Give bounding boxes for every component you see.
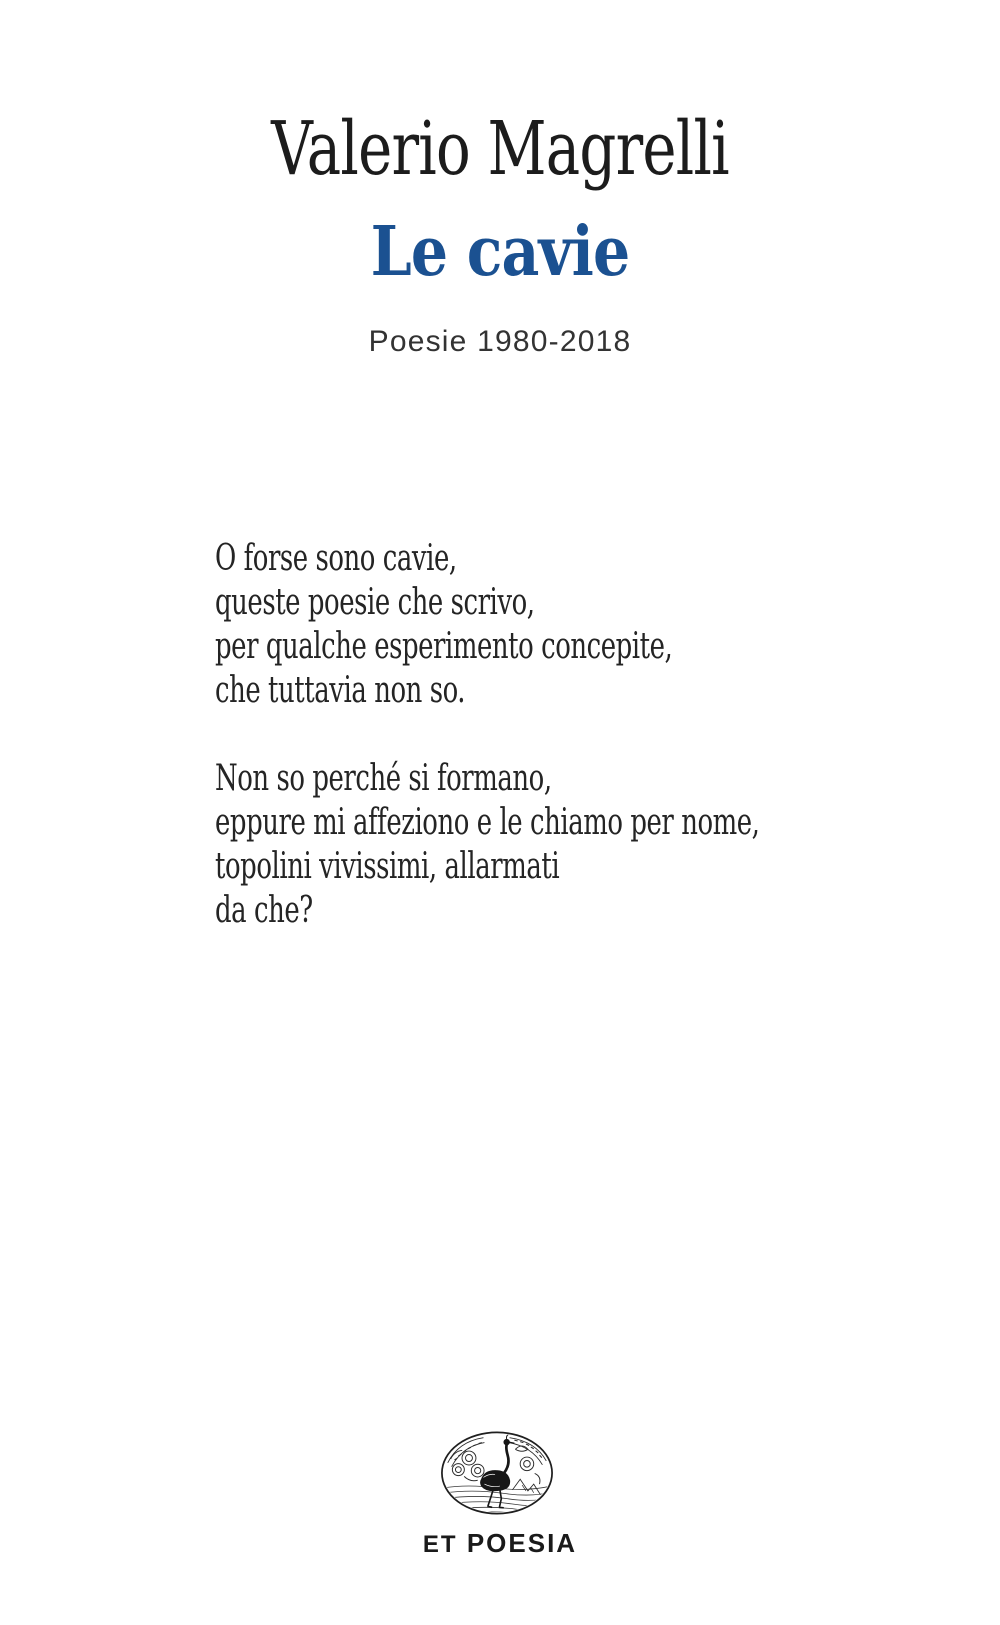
poem-line: che tuttavia non so. [215,670,466,711]
poem-line: O forse sono cavie, [215,538,457,579]
book-title: Le cavie [370,212,630,292]
poem-line: da che? [215,890,313,931]
imprint-series: POESIA [466,1528,578,1558]
poem-line: Non so perché si formano, [215,758,552,799]
poem-stanza-2 [215,757,760,933]
poem-line: queste poesie che scrivo, [215,582,535,623]
poem-line: eppure mi affeziono e le chiamo per nome, [215,802,760,843]
book-subtitle: Poesie 1980-2018 [368,325,632,358]
poem-line: per qualche esperimento concepite, [215,626,673,667]
poem-line: topolini vivissimi, allarmati [215,846,560,887]
poem-excerpt [215,537,760,933]
ostrich-emblem-icon [439,1501,555,1520]
einaudi-ostrich-logo [439,1430,555,1520]
imprint-label [0,1528,1000,1559]
poem-stanza-1 [215,537,760,713]
imprint-et: ET [422,1531,458,1558]
author-name: Valerio Magrelli [271,106,729,192]
